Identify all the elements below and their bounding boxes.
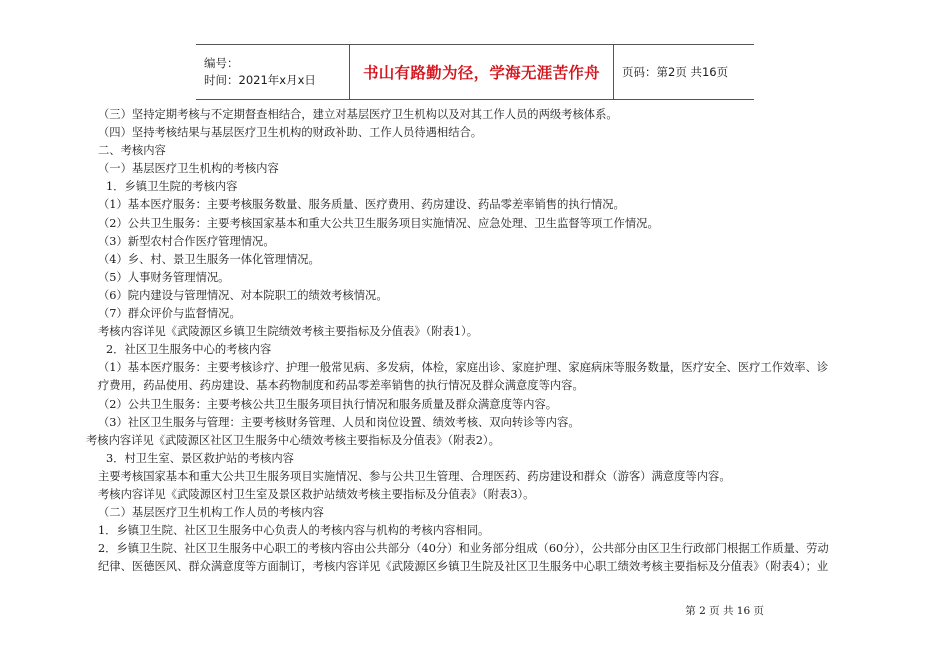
header-motto: 书山有路勤为径，学海无涯苦作舟 [362,64,600,82]
subsection-heading: （二）基层医疗卫生机构工作人员的考核内容 [98,506,324,520]
item-heading: 3．村卫生室、景区救护站的考核内容 [106,451,294,465]
paragraph: （1）基本医疗服务：主要考核服务数量、服务质量、医疗费用、药房建设、药品零差率销售的执行情况。 [98,198,625,212]
document-number-label: 编号： [204,56,239,70]
page-footer: 第 2 页 共 16 页 [685,605,764,617]
paragraph: （3）新型农村合作医疗管理情况。 [98,234,275,248]
paragraph: 考核内容详见《武陵源区村卫生室及景区救护站绩效考核主要指标及分值表》（附表3）。 [98,487,535,501]
document-body [86,106,886,576]
subsection-heading: （一）基层医疗卫生机构的考核内容 [98,162,279,176]
paragraph: （5）人事财务管理情况。 [98,270,230,284]
paragraph: 疗费用，药品使用、药房建设、基本药物制度和药品零差率销售的执行情况及群众满意度等内容。 [98,379,584,393]
item-heading: 1．乡镇卫生院的考核内容 [106,180,238,194]
paragraph: （7）群众评价与监督情况。 [98,307,241,321]
paragraph: （1）基本医疗服务：主要考核诊疗、护理一般常见病、多发病，体检，家庭出诊、家庭护理、家庭病床等服务数量，医疗安全、医疗工作效率、诊 [98,361,829,375]
header-page-cell [614,45,728,99]
item-heading: 2．社区卫生服务中心的考核内容 [106,343,272,357]
paragraph: 考核内容详见《武陵源区社区卫生服务中心绩效考核主要指标及分值表》（附表2）。 [86,433,500,447]
paragraph: 1．乡镇卫生院、社区卫生服务中心负责人的考核内容与机构的考核内容相同。 [98,524,490,538]
page-header [196,44,754,100]
paragraph: （2）公共卫生服务：主要考核国家基本和重大公共卫生服务项目实施情况、应急处理、卫生监督等项工作情况。 [98,216,659,230]
paragraph: （4）乡、村、景卫生服务一体化管理情况。 [98,252,320,266]
paragraph: （2）公共卫生服务：主要考核公共卫生服务项目执行情况和服务质量及群众满意度等内容。 [98,397,558,411]
paragraph: （四）坚持考核结果与基层医疗卫生机构的财政补助、工作人员待遇相结合。 [98,126,483,140]
paragraph: （三）坚持定期考核与不定期督查相结合，建立对基层医疗卫生机构以及对其工作人员的两级考核体系。 [98,108,618,121]
document-time-label: 时间：2021年x月x日 [204,73,316,87]
paragraph: （3）社区卫生服务与管理：主要考核财务管理、人员和岗位设置、绩效考核、双向转诊等内容。 [98,415,580,429]
paragraph: 纪律、医德医风、群众满意度等方面制订，考核内容详见《武陵源区乡镇卫生院及社区卫生服务中心职工绩效考核主要指标及分值表》（附表4）；业 [98,560,829,574]
header-meta [196,45,350,99]
header-motto-cell [350,45,614,99]
paragraph: 2．乡镇卫生院、社区卫生服务中心职工的考核内容由公共部分（40分）和业务部分组成（60分），公共部分由区卫生行政部门根据工作质量、劳动 [98,542,829,556]
paragraph: （6）院内建设与管理情况、对本院职工的绩效考核情况。 [98,288,388,302]
section-heading: 二、考核内容 [98,144,166,158]
paragraph: 主要考核国家基本和重大公共卫生服务项目实施情况、参与公共卫生管理、合理医药、药房建设和群众（游客）满意度等内容。 [98,469,731,483]
paragraph: 考核内容详见《武陵源区乡镇卫生院绩效考核主要指标及分值表》（附表1）。 [98,325,478,339]
header-page-label: 页码：第2页 共16页 [622,65,729,79]
